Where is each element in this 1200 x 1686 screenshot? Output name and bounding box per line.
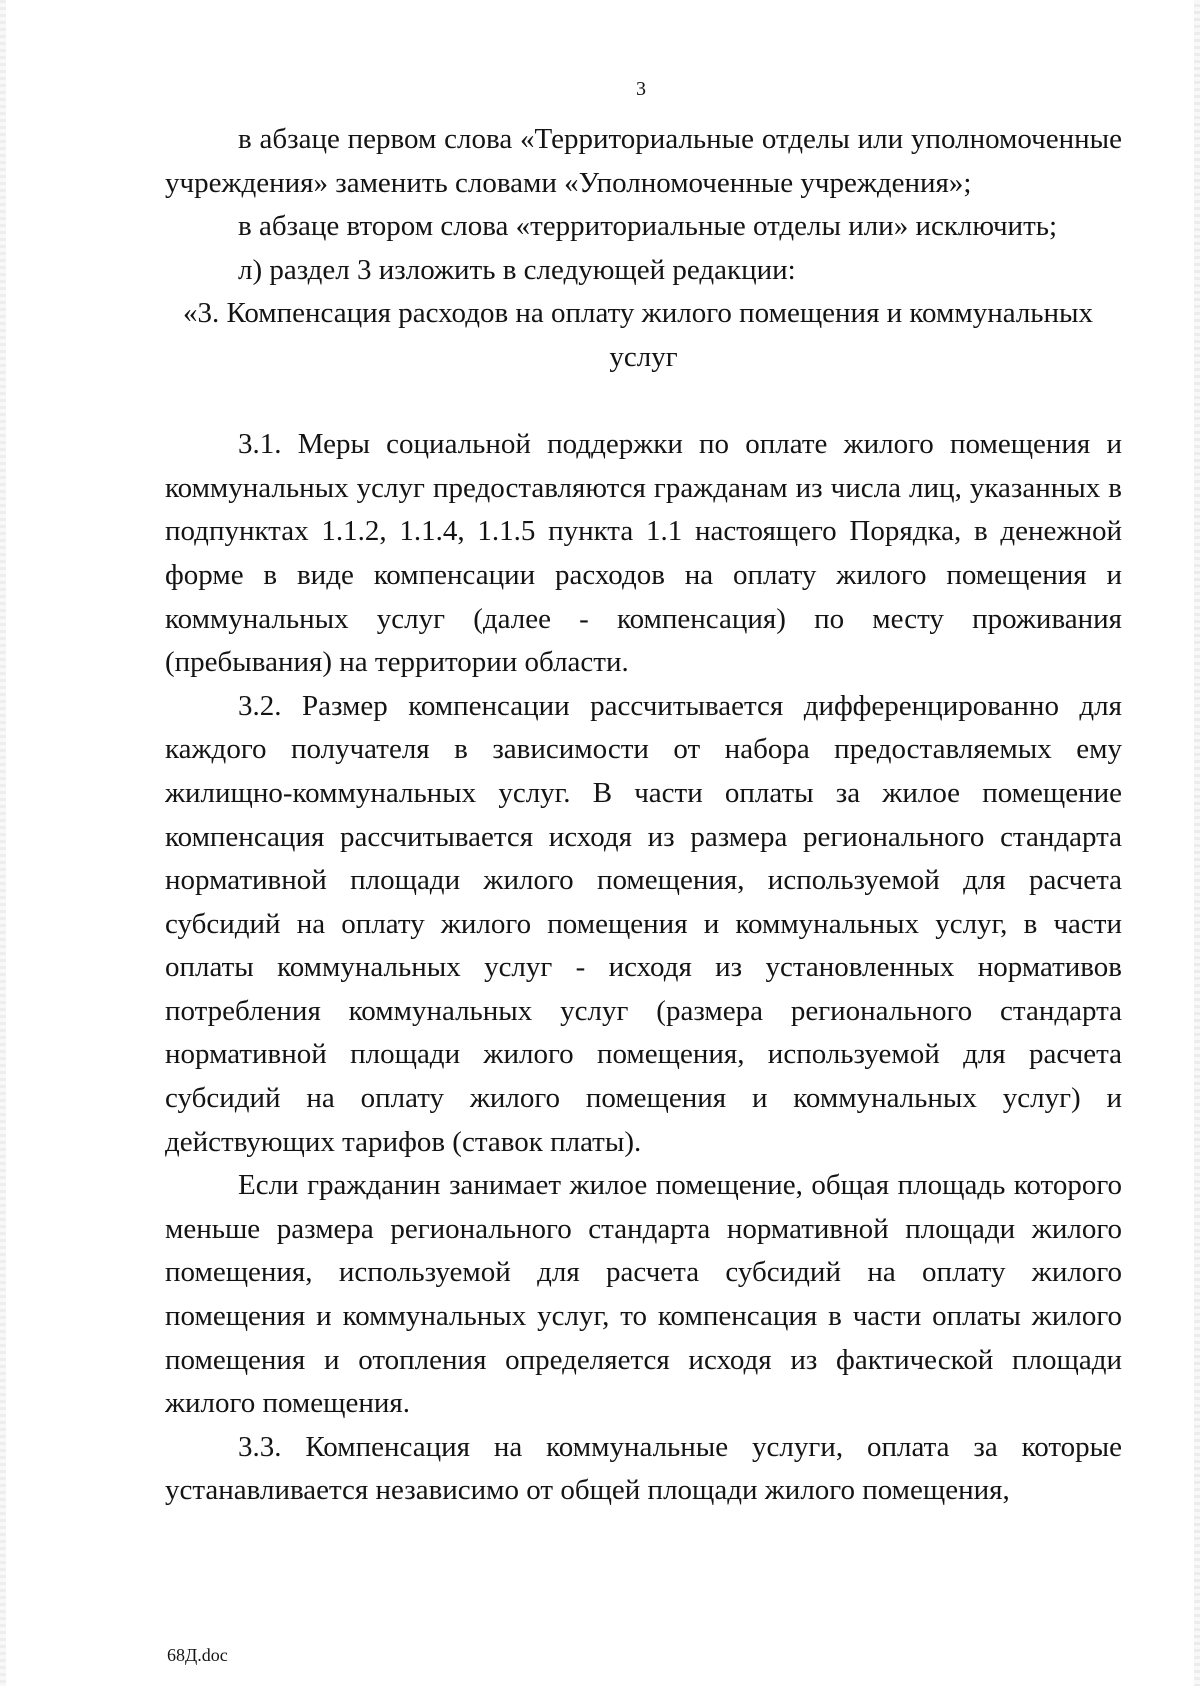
file-name-footer: 68Д.doc bbox=[167, 1645, 228, 1665]
paragraph-3-3: 3.3. Компенсация на коммунальные услуги, оплата за которые устанавливается независимо от общей площади жилого помещения, bbox=[165, 1430, 1122, 1507]
page-number: 3 bbox=[636, 78, 646, 100]
scan-edge-right bbox=[1194, 0, 1200, 1686]
document-body bbox=[165, 118, 1122, 1513]
paragraph-amend-first-abzac: в абзаце первом слова «Территориальные отделы или уполномоченные учреждения» заменить словами «Уполномоченные учреждения»; bbox=[165, 123, 1122, 199]
section-3-heading: «3. Компенсация расходов на оплату жилого помещения и коммунальных услуг bbox=[182, 297, 1094, 373]
blank-line bbox=[165, 380, 1122, 424]
paragraph-3-2: 3.2. Размер компенсации рассчитывается дифференцированно для каждого получателя в зависимости от набора предоставляемых ему жилищно-коммунальных услуг. В части оплаты за жилое помещение компенсация рассчитывается исходя из размера регионального стандарта нормативной площади жилого помещения, используемой для расчета субсидий на оплату жилого помещения и коммунальных услуг, в части оплаты коммунальных услуг - исходя из установленных нормативов потребления коммунальных услуг (размера регионального стандарта нормативной площади жилого помещения, используемой для расчета субсидий на оплату жилого помещения и коммунальных услуг) и действующих тарифов (ставок платы). bbox=[165, 689, 1122, 1158]
paragraph-section-3-intro: л) раздел 3 изложить в следующей редакции: bbox=[238, 253, 796, 286]
paragraph-3-1: 3.1. Меры социальной поддержки по оплате жилого помещения и коммунальных услуг предоставляются гражданам из числа лиц, указанных в подпунктах 1.1.2, 1.1.4, 1.1.5 пункта 1.1 настоящего Порядка, в денежной форме в виде компенсации расходов на оплату жилого помещения и коммунальных услуг (далее - компенсация) по месту проживания (пребывания) на территории области. bbox=[165, 428, 1122, 679]
paragraph-amend-second-abzac: в абзаце втором слова «территориальные отделы или» исключить; bbox=[238, 210, 1058, 243]
paragraph-3-2-continued: Если гражданин занимает жилое помещение, общая площадь которого меньше размера регионального стандарта нормативной площади жилого помещения, используемой для расчета субсидий на оплату жилого помещения и коммунальных услуг, то компенсация в части оплаты жилого помещения и отопления определяется исходя из фактической площади жилого помещения. bbox=[165, 1169, 1122, 1420]
scan-edge-left bbox=[0, 0, 6, 1686]
